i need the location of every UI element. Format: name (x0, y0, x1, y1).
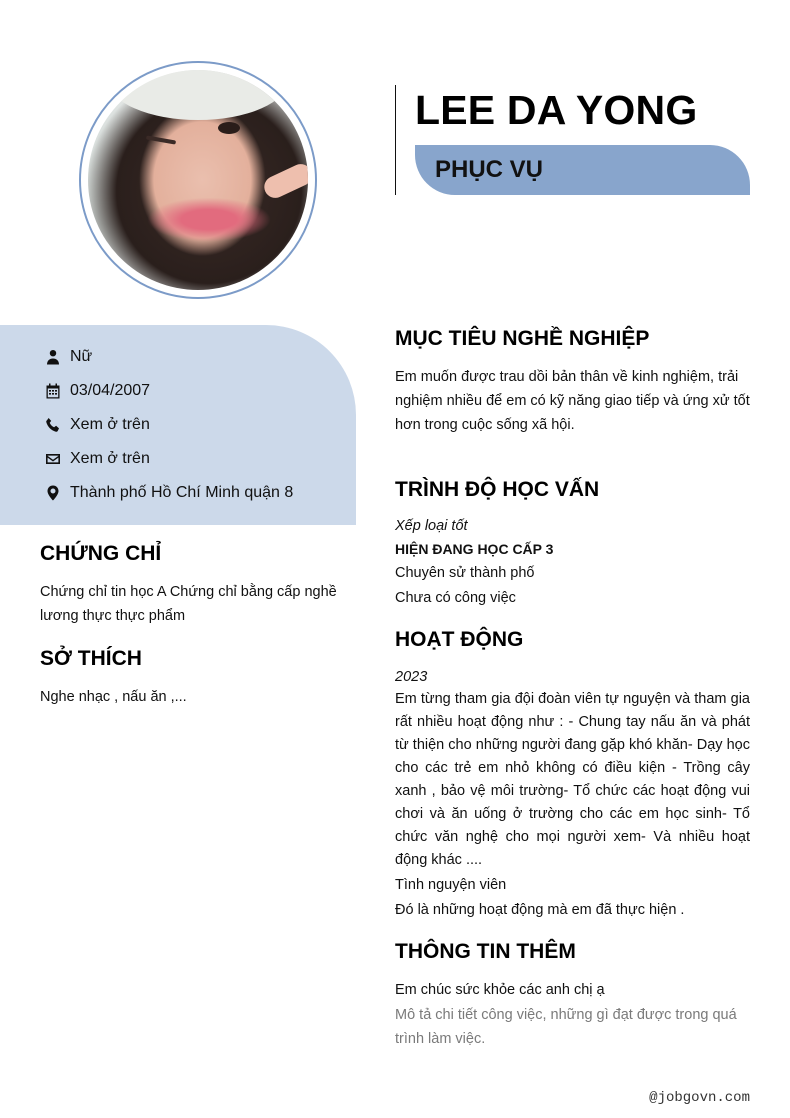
avatar-hand-shape (261, 160, 308, 201)
education-job-status: Chưa có công việc (395, 590, 516, 606)
certificates-text: Chứng chỉ tin học A Chứng chỉ bằng cấp nghề lương thực thực phẩm (40, 584, 337, 624)
contact-phone (44, 413, 150, 437)
contact-gender (44, 345, 92, 369)
candidate-name: LEE DA YONG (415, 87, 698, 133)
education-school: HIỆN ĐANG HỌC CẤP 3 (395, 541, 554, 557)
location-icon (44, 485, 61, 502)
phone-icon (44, 417, 61, 434)
certificates-heading: CHỨNG CHỈ (40, 542, 162, 565)
job-title: PHỤC VỤ (435, 156, 544, 183)
hobbies-heading: SỞ THÍCH (40, 647, 142, 670)
education-grade: Xếp loại tốt (395, 518, 468, 534)
objective-heading: MỤC TIÊU NGHỀ NGHIỆP (395, 327, 650, 350)
education-heading: TRÌNH ĐỘ HỌC VẤN (395, 478, 600, 501)
person-icon (44, 349, 61, 366)
hobbies-text: Nghe nhạc , nấu ăn ,... (40, 689, 187, 705)
contact-value: Thành phố Hồ Chí Minh quận 8 (70, 484, 294, 501)
avatar-hood-shape (108, 70, 288, 120)
contact-birthdate (44, 379, 150, 403)
header-divider (395, 85, 396, 195)
contact-value: Xem ở trên (70, 450, 150, 467)
objective-text: Em muốn được trau dồi bản thân về kinh nghiệm, trải nghiệm nhiều để em có kỹ năng giao tiếp và ứng xử tốt hơn trong cuộc sống xã hội. (395, 369, 750, 433)
activities-year: 2023 (395, 669, 428, 685)
contact-address (44, 481, 293, 505)
avatar-photo (88, 70, 308, 290)
contact-value: Xem ở trên (70, 416, 150, 433)
activities-description: Em từng tham gia đội đoàn viên tự nguyện và tham gia rất nhiều hoạt động như : - Chung tay nấu ăn và phát từ thiện cho những người đang gặp khó khăn- Dạy học cho các trẻ em nhỏ không có điều kiện - Trồng cây xanh , bảo vệ môi trường- Tổ chức các hoạt động vui chơi và ăn uống ở trường cho các em học sinh- Tổ chức văn nghệ cho mọi người xem- Và nhiều hoạt động khác .... (395, 691, 750, 868)
avatar-eye-shape (218, 122, 240, 134)
contact-value: Nữ (70, 348, 93, 365)
contact-panel (0, 325, 356, 525)
activities-role: Tình nguyện viên (395, 877, 507, 893)
avatar (79, 61, 317, 299)
avatar-eye-shape (146, 135, 176, 144)
education-major: Chuyên sử thành phố (395, 565, 535, 581)
contact-email (44, 447, 150, 471)
additional-info-hint: Mô tả chi tiết công việc, những gì đạt được trong quá trình làm việc. (395, 1007, 737, 1047)
additional-info-text: Em chúc sức khỏe các anh chị ạ (395, 982, 605, 998)
email-icon (44, 451, 61, 468)
calendar-icon (44, 383, 61, 400)
additional-info-heading: THÔNG TIN THÊM (395, 940, 576, 963)
footer-brand: @jobgovn.com (649, 1090, 750, 1106)
contact-value: 03/04/2007 (70, 382, 151, 399)
activities-note: Đó là những hoạt động mà em đã thực hiện . (395, 902, 685, 918)
role-banner (415, 145, 750, 195)
activities-heading: HOẠT ĐỘNG (395, 628, 524, 651)
